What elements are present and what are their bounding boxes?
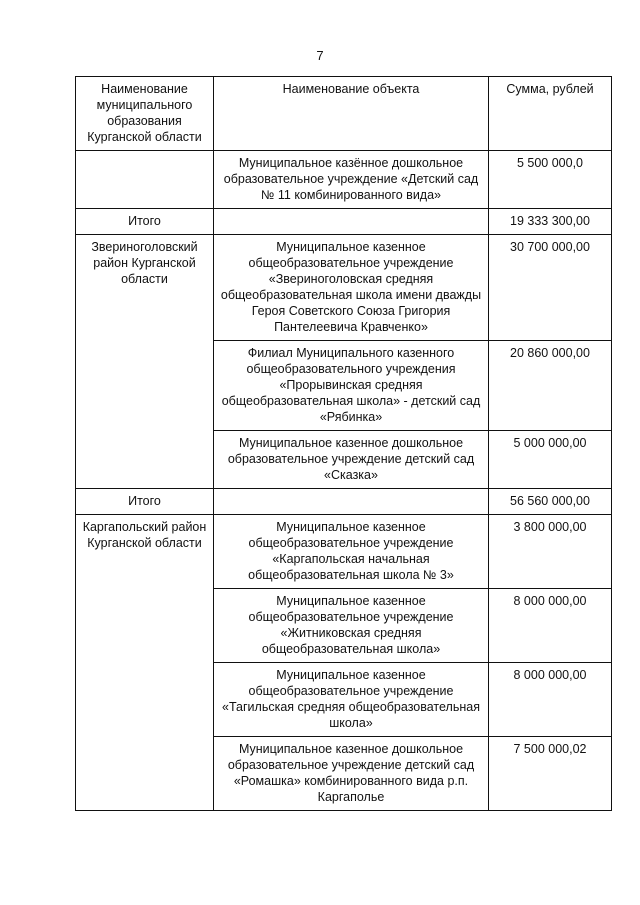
cell-object: Муниципальное казенное общеобразовательное учреждение «Житниковская средняя общеобразовательная школа» xyxy=(214,589,489,663)
cell-object: Муниципальное казенное дошкольное образовательное учреждение детский сад «Ромашка» комбинированного вида р.п. Каргаполье xyxy=(214,737,489,811)
cell-object: Филиал Муниципального казенного общеобразовательного учреждения «Прорывинская средняя общеобразовательная школа» - детский сад «Рябинка» xyxy=(214,341,489,431)
cell-municipality: Звериноголовский район Курганской области xyxy=(76,235,214,489)
cell-sum: 7 500 000,02 xyxy=(489,737,612,811)
total-label: Итого xyxy=(76,209,214,235)
funding-table xyxy=(75,76,612,811)
cell-municipality-empty xyxy=(76,151,214,209)
cell-sum: 8 000 000,00 xyxy=(489,663,612,737)
total-row xyxy=(76,209,612,235)
table-row xyxy=(76,235,612,341)
header-sum: Сумма, рублей xyxy=(489,77,612,151)
header-object: Наименование объекта xyxy=(214,77,489,151)
header-municipality: Наименование муниципального образования Курганской области xyxy=(76,77,214,151)
cell-object: Муниципальное казенное общеобразовательное учреждение «Тагильская средняя общеобразовательная школа» xyxy=(214,663,489,737)
cell-object: Муниципальное казённое дошкольное образовательное учреждение «Детский сад № 11 комбинированного вида» xyxy=(214,151,489,209)
total-sum: 56 560 000,00 xyxy=(489,489,612,515)
table-row xyxy=(76,151,612,209)
total-row xyxy=(76,489,612,515)
total-sum: 19 333 300,00 xyxy=(489,209,612,235)
total-label: Итого xyxy=(76,489,214,515)
table-row xyxy=(76,515,612,589)
cell-object-empty xyxy=(214,209,489,235)
cell-object: Муниципальное казенное общеобразовательное учреждение «Звериноголовская средняя общеобразовательная школа имени дважды Героя Советского Союза Григория Пантелеевича Кравченко» xyxy=(214,235,489,341)
page-number: 7 xyxy=(316,48,324,63)
cell-municipality: Каргапольский район Курганской области xyxy=(76,515,214,811)
cell-sum: 5 500 000,0 xyxy=(489,151,612,209)
table-header-row xyxy=(76,77,612,151)
cell-sum: 5 000 000,00 xyxy=(489,431,612,489)
cell-object: Муниципальное казенное дошкольное образовательное учреждение детский сад «Сказка» xyxy=(214,431,489,489)
cell-object: Муниципальное казенное общеобразовательное учреждение «Каргапольская начальная общеобразовательная школа № 3» xyxy=(214,515,489,589)
cell-sum: 30 700 000,00 xyxy=(489,235,612,341)
cell-sum: 8 000 000,00 xyxy=(489,589,612,663)
cell-sum: 20 860 000,00 xyxy=(489,341,612,431)
cell-object-empty xyxy=(214,489,489,515)
cell-sum: 3 800 000,00 xyxy=(489,515,612,589)
